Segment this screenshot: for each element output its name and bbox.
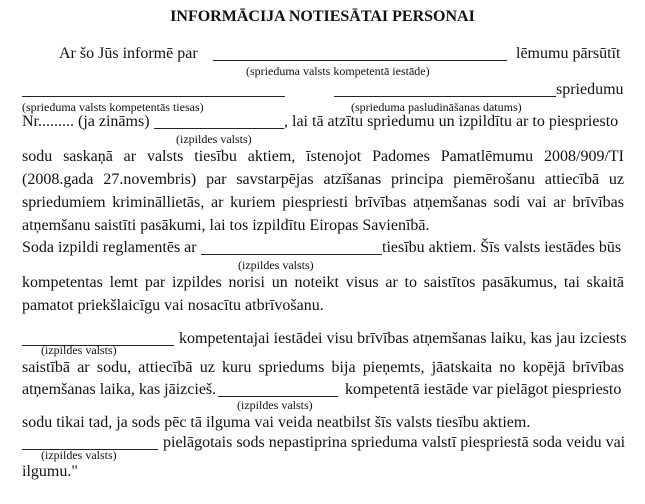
- blank-judgment-date[interactable]: [334, 96, 556, 97]
- blank-court[interactable]: [22, 96, 285, 97]
- p3-line1-end: kompetentajai iestādei visu brīvības atņemšanas laiku, kas jau izciests: [179, 330, 627, 347]
- p1-line3-end: , lai tā atzītu spriedumu un izpildītu ar to piespriesto: [284, 113, 619, 130]
- p1-line6: spriedumiem krimināllietās, ar kuriem piespriesti brīvības atņemšanas sodi vai ar brīvības: [22, 194, 624, 211]
- caption-court: (sprieduma valsts kompetentās tiesas): [22, 100, 204, 114]
- blank-exec-state-4[interactable]: [218, 396, 338, 397]
- p1-line1-end: lēmumu pārsūtīt: [516, 45, 621, 62]
- blank-exec-state-1[interactable]: [154, 128, 284, 129]
- p2-line2: kompetentas lemt par izpildes norisi un noteikt visus ar to saistītos pasākumus, tai skaitā: [22, 274, 624, 291]
- p1-line5: (2008.gada 27.novembris) par savstarpējas atzīšanas principa piemērošanu attiecībā uz: [22, 171, 624, 188]
- blank-court-authority[interactable]: [213, 60, 507, 61]
- p3-line3-start: atņemšanas laika, kas jāizcieš.: [22, 381, 217, 398]
- caption-exec-state-1: (izpildes valsts): [176, 132, 252, 146]
- caption-exec-state-4: (izpildes valsts): [237, 398, 313, 412]
- p2-line3: pamatot priekšlaicīgu vai nosacītu atbrīvošanu.: [22, 297, 324, 314]
- p3-line2: saistībā ar sodu, attiecībā uz kuru spriedums bija pieņemts, jāatskaita no kopējā brīvības: [22, 359, 624, 376]
- p1-line3-start: Nr......... (ja zināms): [22, 113, 150, 130]
- blank-exec-state-2[interactable]: [201, 254, 382, 255]
- document-title: INFORMĀCIJA NOTIESĀTAI PERSONAI: [170, 8, 475, 25]
- p2-line1-end: tiesību aktiem. Šīs valsts iestādes būs: [382, 239, 622, 256]
- caption-court-authority: (sprieduma valsts kompetentā iestāde): [246, 64, 430, 78]
- caption-exec-state-5: (izpildes valsts): [41, 448, 117, 462]
- caption-judgment-date: (sprieduma pasludināšanas datums): [351, 100, 522, 114]
- p3-line5-end: pielāgotais sods nepastiprina sprieduma valstī piespriestā soda veidu vai: [163, 434, 626, 451]
- p1-line1-start: Ar šo Jūs informē par: [59, 45, 198, 62]
- p1-line4: sodu saskaņā ar valsts tiesību aktiem, īstenojot Padomes Pamatlēmumu 2008/909/TI: [22, 148, 624, 165]
- p1-line7: atņemšanu saistīti pasākumi, lai tos izpildītu Eiropas Savienībā.: [22, 217, 430, 234]
- caption-exec-state-3: (izpildes valsts): [41, 343, 117, 357]
- p3-line6: ilgumu.": [22, 463, 78, 480]
- p2-line1-start: Soda izpildi reglamentēs ar: [22, 239, 197, 256]
- p3-line4: sodu tikai tad, ja sods pēc tā ilguma vai veida neatbilst šīs valsts tiesību aktiem.: [22, 414, 531, 431]
- caption-exec-state-2: (izpildes valsts): [238, 258, 314, 272]
- p1-line2-end: spriedumu: [556, 81, 624, 98]
- p3-line3-end: kompetentā iestāde var pielāgot piespriesto: [345, 381, 622, 398]
